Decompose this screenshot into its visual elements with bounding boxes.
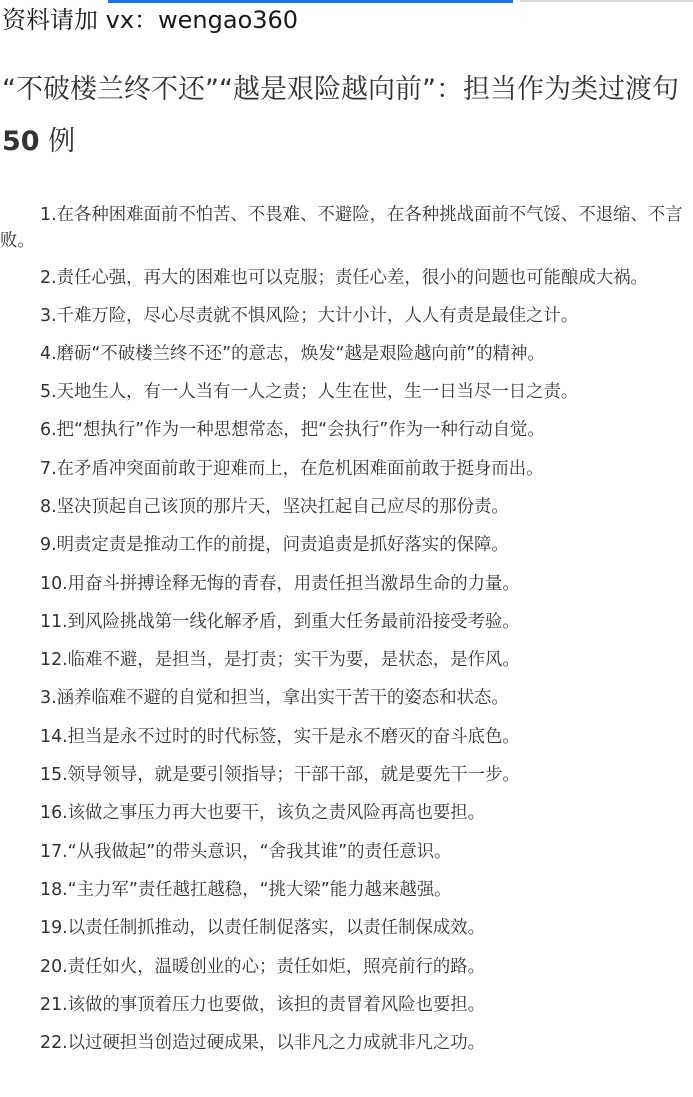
list-item: 2.责任心强，再大的困难也可以克服；责任心差，很小的问题也可能酿成大祸。 bbox=[40, 268, 648, 288]
list-item: 15.领导领导，就是要引领指导；干部干部，就是要先干一步。 bbox=[40, 765, 520, 786]
list-item: 6.把“想执行”作为一种思想常态，把“会执行”作为一种行动自觉。 bbox=[40, 420, 545, 441]
list-item: 19.以责任制抓推动，以责任制促落实，以责任制保成效。 bbox=[40, 918, 486, 939]
list-item: 14.担当是永不过时的时代标签，实干是永不磨灭的奋斗底色。 bbox=[40, 726, 520, 747]
list-item: 20.责任如火，温暖创业的心；责任如炬，照亮前行的路。 bbox=[40, 956, 486, 977]
list-item: 10.用奋斗拼搏诠释无悔的青春，用责任担当激昂生命的力量。 bbox=[40, 573, 520, 594]
list-item: 7.在矛盾冲突面前敢于迎难而上，在危机困难面前敢于挺身而出。 bbox=[40, 458, 544, 479]
top-cropped-strip bbox=[0, 0, 693, 4]
list-item: 1.在各种困难面前不怕苦、不畏难、不避险，在各种挑战面前不气馁、不退缩、不言败。 bbox=[0, 205, 683, 251]
list-item: 17.“从我做起”的带头意识，“舍我其谁”的责任意识。 bbox=[40, 841, 452, 862]
list-item: 16.该做之事压力再大也要干，该负之责风险再高也要担。 bbox=[40, 803, 486, 824]
cropped-link-underline bbox=[108, 0, 513, 3]
list-item: 3.涵养临难不避的自觉和担当，拿出实干苦干的姿态和状态。 bbox=[40, 688, 509, 709]
contact-info: 资料请加 vx：wengao360 bbox=[2, 6, 299, 34]
cropped-text-remnant bbox=[520, 0, 693, 2]
list-item: 22.以过硬担当创造过硬成果，以非凡之力成就非凡之功。 bbox=[40, 1033, 486, 1054]
list-item: 9.明责定责是推动工作的前提，问责追责是抓好落实的保障。 bbox=[40, 535, 509, 556]
sentence-list bbox=[0, 203, 691, 1069]
list-item: 18.“主力军”责任越扛越稳，“挑大梁”能力越来越强。 bbox=[40, 879, 452, 900]
list-item: 11.到风险挑战第一线化解矛盾，到重大任务最前沿接受考验。 bbox=[40, 611, 520, 632]
list-item: 3.千难万险，尽心尽责就不惧风险；大计小计，人人有责是最佳之计。 bbox=[40, 305, 579, 326]
list-item: 21.该做的事顶着压力也要做，该担的责冒着风险也要担。 bbox=[40, 994, 486, 1015]
list-item: 4.磨砺“不破楼兰终不还”的意志，焕发“越是艰险越向前”的精神。 bbox=[40, 343, 545, 364]
title-main-text: “不破楼兰终不还”“越是艰险越向前”：担当作为类过渡句 bbox=[2, 74, 679, 105]
list-item: 8.坚决顶起自己该顶的那片天，坚决扛起自己应尽的那份责。 bbox=[40, 496, 509, 517]
title-suffix: 例 bbox=[39, 126, 76, 157]
title-count: 50 bbox=[2, 126, 40, 157]
article-title bbox=[2, 64, 690, 168]
list-item: 12.临难不避，是担当，是打责；实干为要，是状态，是作风。 bbox=[40, 650, 520, 671]
list-item: 5.天地生人，有一人当有一人之责；人生在世，生一日当尽一日之责。 bbox=[40, 382, 579, 403]
